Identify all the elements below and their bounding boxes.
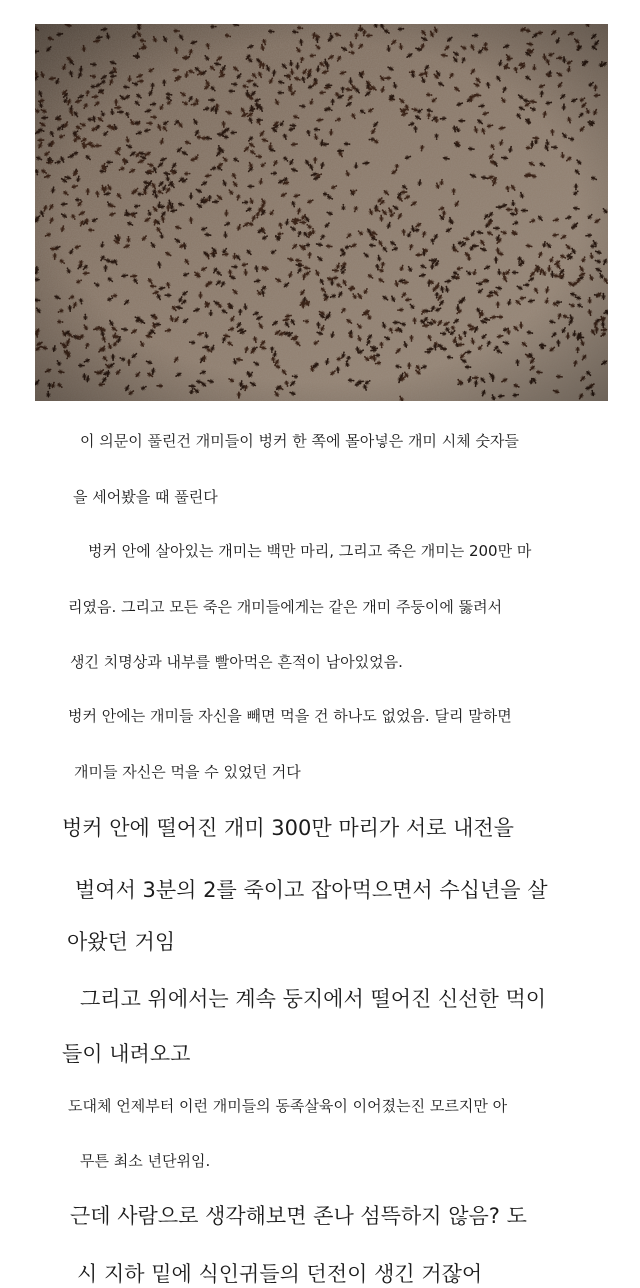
text-line-6: 벙커 안에는 개미들 자신을 빼면 먹을 건 하나도 없었음. 달리 말하면 — [68, 707, 512, 725]
ants-photo — [35, 24, 608, 401]
ants-image — [35, 24, 608, 401]
text-line-13: 도대체 언제부터 이런 개미들의 동족살육이 이어졌는진 모르지만 아 — [68, 1097, 508, 1115]
text-line-12: 들이 내려오고 — [62, 1042, 191, 1066]
text-line-16: 시 지하 밑에 식인귀들의 던전이 생긴 거잖어 — [77, 1262, 483, 1286]
text-line-2: 을 세어봤을 때 풀린다 — [73, 488, 218, 506]
text-line-9: 벌여서 3분의 2를 죽이고 잡아먹으면서 수십년을 살 — [75, 878, 548, 902]
text-line-10: 아왔던 거임 — [67, 930, 176, 954]
text-line-15: 근데 사람으로 생각해보면 존나 섬뜩하지 않음? 도 — [70, 1204, 527, 1228]
text-line-7: 개미들 자신은 먹을 수 있었던 거다 — [74, 763, 301, 781]
text-line-11: 그리고 위에서는 계속 둥지에서 떨어진 신선한 먹이 — [80, 987, 547, 1011]
text-line-5: 생긴 치명상과 내부를 빨아먹은 흔적이 남아있었음. — [70, 653, 403, 671]
text-line-1: 이 의문이 풀린건 개미들이 벙커 한 쪽에 몰아넣은 개미 시체 숫자들 — [80, 432, 519, 450]
text-line-4: 리였음. 그리고 모든 죽은 개미들에게는 같은 개미 주둥이에 뚫려서 — [68, 598, 503, 616]
text-line-3: 벙커 안에 살아있는 개미는 백만 마리, 그리고 죽은 개미는 200만 마 — [88, 542, 532, 560]
text-line-8: 벙커 안에 떨어진 개미 300만 마리가 서로 내전을 — [62, 816, 514, 840]
text-line-14: 무튼 최소 년단위임. — [80, 1152, 211, 1170]
